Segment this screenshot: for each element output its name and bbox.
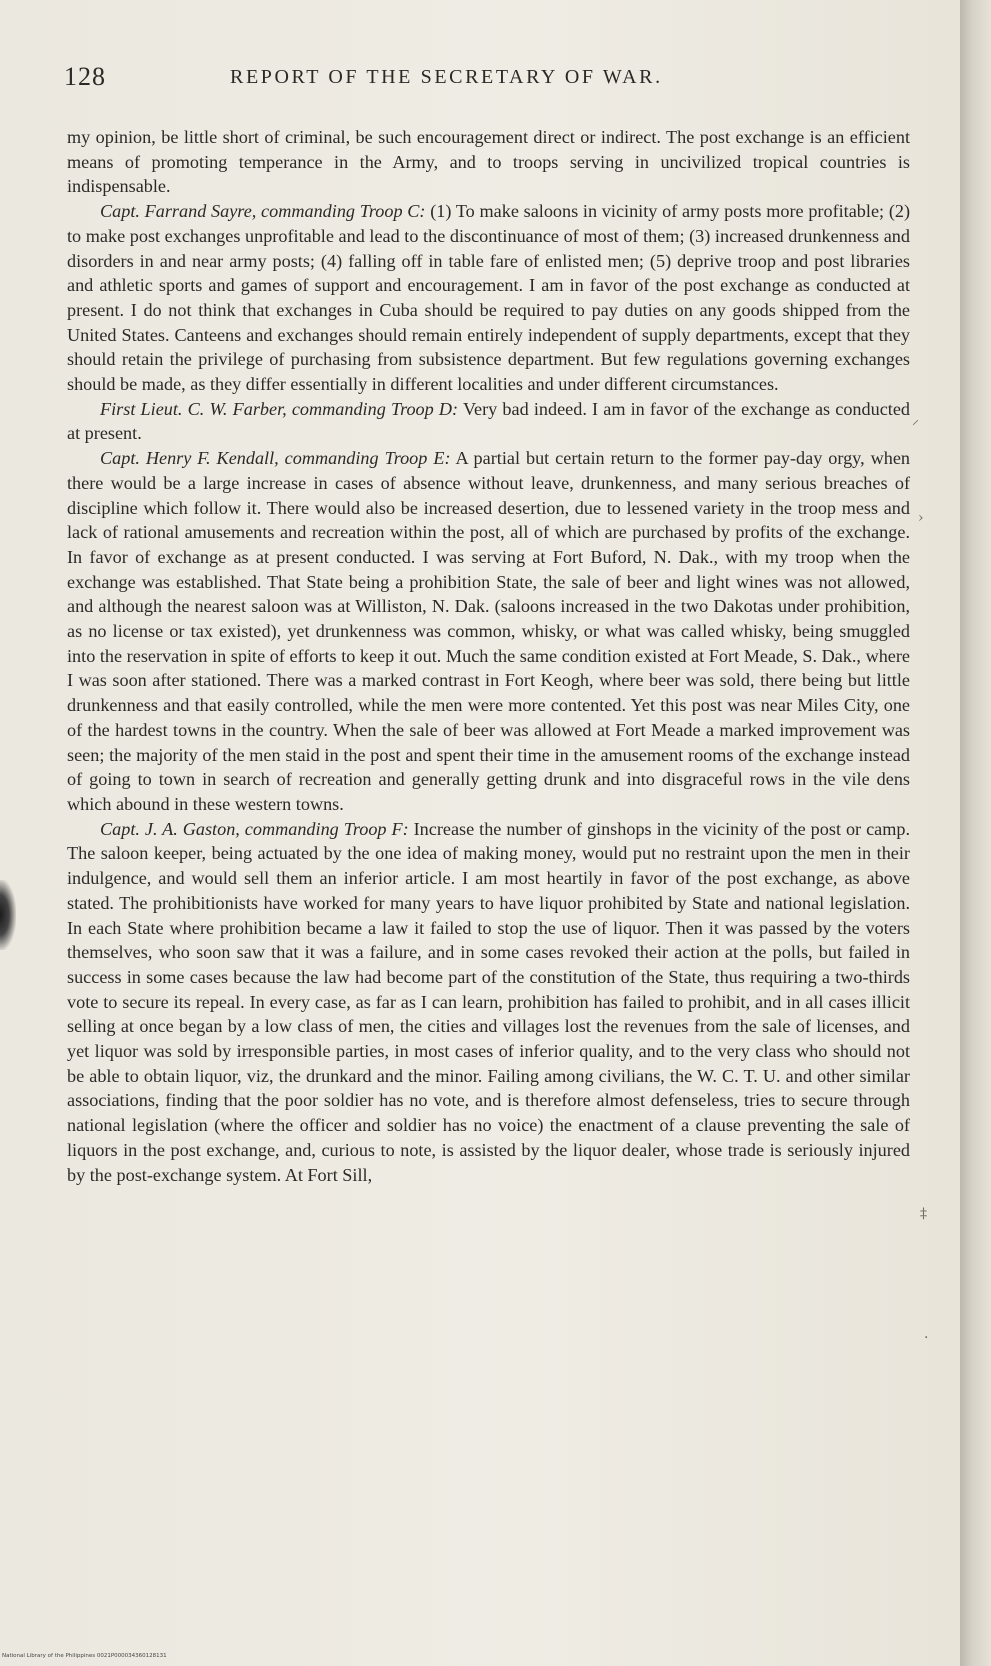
paragraph-text: (1) To make saloons in vicinity of army posts more profitable; (2) to make post exchanges unprofitable and lead to the discontinuance of most of them; (3) increased drunkenness and disorders in and near army posts; (4) falling off in table fare of enlisted men; (5) deprive troop and post libraries and athletic sports and games of support and encouragement. I am in favor of the post exchange as conducted at present. I do not think that exchanges in Cuba should be required to pay duties on any goods shipped from the United States. Canteens and exchanges should remain entirely independent of supply departments, except that they should retain the privilege of purchasing from subsistence department. But few regulations governing exchanges should be made, as they differ essentially in different localities and under different circumstances. bbox=[67, 201, 911, 395]
paragraph bbox=[67, 817, 910, 1188]
speaker-attribution: First Lieut. C. W. Farber, commanding Troop D: bbox=[100, 398, 459, 419]
body-text bbox=[67, 125, 910, 1187]
margin-mark: › bbox=[918, 510, 924, 526]
margin-mark: ‡ bbox=[920, 1206, 927, 1222]
running-head: REPORT OF THE SECRETARY OF WAR. bbox=[230, 66, 663, 88]
margin-mark: ⸝ bbox=[912, 412, 919, 428]
paragraph bbox=[67, 199, 910, 397]
speaker-attribution: Capt. Henry F. Kendall, commanding Troop E: bbox=[100, 448, 451, 469]
speaker-attribution: Capt. Farrand Sayre, commanding Troop C: bbox=[100, 201, 426, 222]
paragraph-text: my opinion, be little short of criminal, be such encouragement direct or indirect. The post exchange is an efficient means of promoting temperance in the Army, and to troops serving in uncivilized tropical countries is indispensable. bbox=[67, 127, 910, 197]
margin-mark: · bbox=[924, 1330, 929, 1346]
book-gutter bbox=[960, 0, 991, 1666]
speaker-attribution: Capt. J. A. Gaston, commanding Troop F: bbox=[100, 818, 409, 839]
page-number: 128 bbox=[64, 62, 106, 91]
scan-footer: National Library of the Philippines 0021P000034360128131 bbox=[2, 1653, 167, 1659]
paragraph bbox=[67, 397, 910, 446]
paragraph-text: A partial but certain return to the former pay-day orgy, when there would be a large increase in cases of absence without leave, drunkenness, and many serious breaches of discipline which follow it. There would also be increased desertion, due to lessened variety in the troop mess and lack of rational amusements and recreation within the post, all of which are purchased by profits of the exchange. In favor of exchange as at present conducted. I was serving at Fort Buford, N. Dak., with my troop when the exchange was established. That State being a prohibition State, the sale of beer and light wines was not allowed, and although the nearest saloon was at Williston, N. Dak. (saloons increased in the two Dakotas under prohibition, as no license or tax existed), yet drunkenness was common, whisky, or what was called whisky, being smuggled into the reservation in spite of efforts to keep it out. Much the same condition existed at Fort Meade, S. Dak., where I was soon after stationed. There was a marked contrast in Fort Keogh, where beer was sold, there being but little drunkenness and that easily controlled, while the men were more contented. Yet this post was near Miles City, one of the hardest towns in the country. When the sale of beer was allowed at Fort Meade a marked improvement was seen; the majority of the men staid in the post and spent their time in the amusement rooms of the exchange instead of going to town in search of recreation and generally getting drunk and into disgraceful rows in the vile dens which abound in these western towns. bbox=[67, 448, 910, 814]
paragraph bbox=[67, 125, 910, 199]
paragraph bbox=[67, 446, 910, 817]
paragraph-text: Increase the number of ginshops in the vicinity of the post or camp. The saloon keeper, being actuated by the one idea of making money, would put no restraint upon the men in their indulgence, and would sell them an inferior article. I am most heartily in favor of the post exchange, as above stated. The prohibitionists have worked for many years to have liquor prohibited by State and national legislation. In each State where prohibition became a law it failed to stop the use of liquor. Then it was passed by the voters themselves, who soon saw that it was a failure, and in some cases revoked their action at the polls, but failed in success in some cases because the law had become part of the constitution of the State, thus requiring a two-thirds vote to secure its repeal. In every case, as far as I can learn, prohibition has failed to prohibit, and in all cases illicit selling at once began by a low class of men, the cities and villages lost the revenues from the sale of licenses, and yet liquor was sold by irresponsible parties, in most cases of inferior quality, and to the very class who should not be able to obtain liquor, viz, the drunkard and the minor. Failing among civilians, the W. C. T. U. and other similar associations, finding that the poor soldier has no vote, and is therefore almost defenseless, tries to secure through national legislation (where the officer and soldier has no voice) the enactment of a clause preventing the sale of liquors in the post exchange, and, curious to note, is assisted by the liquor dealer, whose trade is seriously injured by the post-exchange system. At Fort Sill, bbox=[67, 818, 910, 1185]
page-edge-shadow bbox=[0, 880, 16, 950]
paragraph-text: Very bad indeed. I am in favor of the exchange as conducted at present. bbox=[67, 398, 910, 444]
